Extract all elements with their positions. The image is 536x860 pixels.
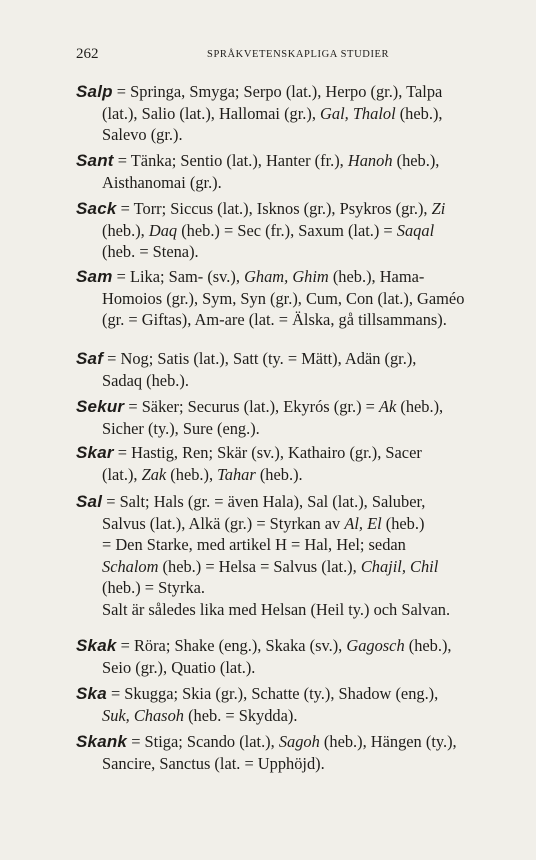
entry-sant: Sant = Tänka; Sentio (lat.), Hanter (fr.), Hanoh (heb.), Aisthanomai (gr.). — [76, 151, 440, 192]
entry-headword: Skar — [76, 443, 114, 462]
entry-headword: Skank — [76, 732, 128, 751]
entry-sam: Sam = Lika; Sam- (sv.), Gham, Ghim (heb.), Hama- Homoios (gr.), Sym, Syn (gr.), Cum, Con (lat.), Gaméo (gr. = Giftas), Am-are (lat. = Älska, gå tillsammans). — [76, 267, 465, 330]
page-number: 262 — [76, 46, 99, 62]
entry-headword: Sekur — [76, 397, 125, 416]
running-head: SPRÅKVETENSKAPLIGA STUDIER — [207, 49, 390, 60]
entry-skar: Skar = Hastig, Ren; Skär (sv.), Kathairo (gr.), Sacer (lat.), Zak (heb.), Tahar (heb.). — [76, 443, 422, 484]
entry-sack: Sack = Torr; Siccus (lat.), Isknos (gr.), Psykros (gr.), Zi (heb.), Daq (heb.) = Sec (fr.), Saxum (lat.) = Saqal (heb. = Stena). — [76, 199, 446, 262]
entry-headword: Sal — [76, 492, 103, 511]
entry-skak: Skak = Röra; Shake (eng.), Skaka (sv.), Gagosch (heb.), Seio (gr.), Quatio (lat.). — [76, 636, 452, 677]
entry-headword: Sant — [76, 151, 114, 170]
entry-headword: Salp — [76, 82, 113, 101]
entry-headword: Ska — [76, 684, 107, 703]
entry-headword: Sack — [76, 199, 117, 218]
entry-headword: Saf — [76, 349, 104, 368]
entry-sal: Sal = Salt; Hals (gr. = även Hala), Sal (lat.), Saluber, Salvus (lat.), Alkä (gr.) = Styrkan av Al, El (heb.) = Den Starke, med artikel H = Hal, Hel; sedan Schalom (heb.) = Helsa = Salvus (lat.), Chajil, Chil (heb.) = Styrka. Salt är således lika med Helsan (Heil ty.) och Salvan. — [76, 491, 520, 621]
page-header — [76, 46, 516, 66]
paragraph: Salt är således lika med Helsan (Heil ty.) och Salvan. — [102, 599, 451, 619]
entry-headword: Sam — [76, 267, 113, 286]
entry-ska: Ska = Skugga; Skia (gr.), Schatte (ty.), Shadow (eng.), Suk, Chasoh (heb. = Skydda). — [76, 684, 439, 725]
entry-saf: Saf = Nog; Satis (lat.), Satt (ty. = Mätt), Adän (gr.), Sadaq (heb.). — [76, 349, 417, 390]
entry-skank: Skank = Stiga; Scando (lat.), Sagoh (heb.), Hängen (ty.), Sancire, Sanctus (lat. = Upphöjd). — [76, 732, 457, 773]
entry-headword: Skak — [76, 636, 117, 655]
entry-salp: Salp = Springa, Smyga; Serpo (lat.), Herpo (gr.), Talpa (lat.), Salio (lat.), Hallomai (gr.), Gal, Thalol (heb.), Salevo (gr.). — [76, 82, 443, 145]
entry-sekur: Sekur = Säker; Securus (lat.), Ekyrós (gr.) = Ak (heb.), Sicher (ty.), Sure (eng.). — [76, 397, 444, 438]
